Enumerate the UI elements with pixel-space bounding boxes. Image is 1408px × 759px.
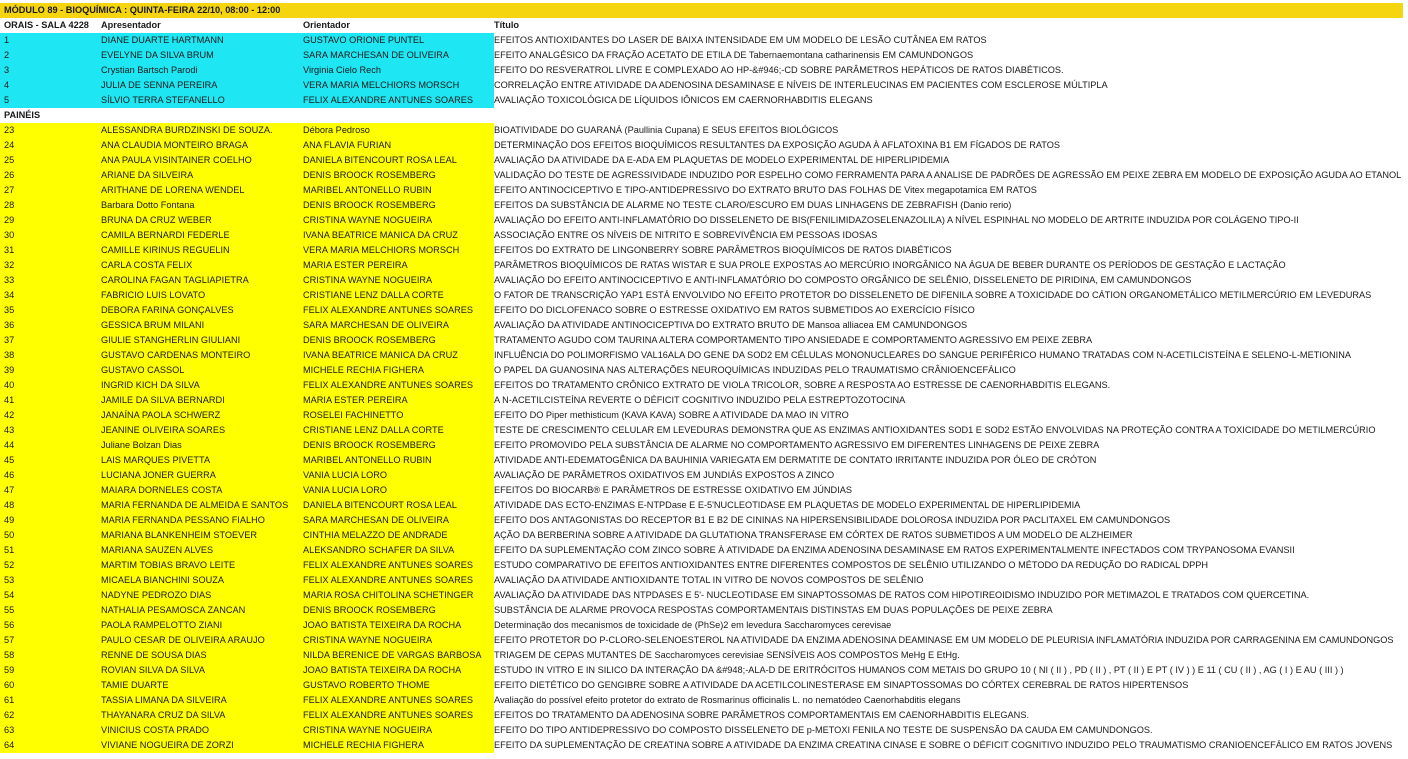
- paper-title: AVALIAÇÃO DA ATIVIDADE DA E-ADA EM PLAQUETAS DE MODELO EXPERIMENTAL DE HIPERLIPIDEMIA: [494, 153, 1406, 168]
- presenter-name: ALESSANDRA BURDZINSKI DE SOUZA.: [101, 125, 273, 135]
- table-row: [0, 138, 1408, 153]
- table-row: [0, 168, 1408, 183]
- advisor-name: MARIA ESTER PEREIRA: [303, 395, 408, 405]
- paper-title: Avaliação do possível efeito protetor do extrato de Rosmarinus officinalis L. no nematódeo Caenorhabditis elegans: [494, 693, 1406, 708]
- table-row: [0, 513, 1408, 528]
- row-number: 38: [4, 350, 15, 360]
- advisor-name: JOAO BATISTA TEIXEIRA DA ROCHA: [303, 665, 462, 675]
- table-row: [0, 333, 1408, 348]
- presenter-name: CAMILLE KIRINUS REGUELIN: [101, 245, 230, 255]
- advisor-name: Virginia Cielo Rech: [303, 65, 381, 75]
- table-row: [0, 243, 1408, 258]
- presenter-name: GUSTAVO CARDENAS MONTEIRO: [101, 350, 251, 360]
- advisor-name: VANIA LUCIA LORO: [303, 470, 388, 480]
- presenter-name: CAMILA BERNARDI FEDERLE: [101, 230, 230, 240]
- table-row: [0, 678, 1408, 693]
- table-row: [0, 273, 1408, 288]
- presenter-name: NADYNE PEDROZO DIAS: [101, 590, 212, 600]
- advisor-name: ANA FLAVIA FURIAN: [303, 140, 392, 150]
- session-label: ORAIS - SALA 4228: [4, 20, 89, 30]
- paper-title: EFEITO DIETÉTICO DO GENGIBRE SOBRE A ATIVIDADE DA ACETILCOLINESTERASE EM SINAPTOSSOMAS DO CÓRTEX CEREBRAL DE RATOS HIPERTENSOS: [494, 678, 1406, 693]
- table-row: [0, 363, 1408, 378]
- presenter-name: VIVIANE NOGUEIRA DE ZORZI: [101, 740, 234, 750]
- row-number: 55: [4, 605, 15, 615]
- presenter-name: ROVIAN SILVA DA SILVA: [101, 665, 205, 675]
- paper-title: AVALIAÇÃO DA ATIVIDADE ANTIOXIDANTE TOTAL IN VITRO DE NOVOS COMPOSTOS DE SELÊNIO: [494, 573, 1406, 588]
- paineis-header-row: [0, 108, 1408, 123]
- advisor-name: DANIELA BITENCOURT ROSA LEAL: [303, 500, 457, 510]
- paper-title: EFEITOS ANTIOXIDANTES DO LASER DE BAIXA INTENSIDADE EM UM MODELO DE LESÃO CUTÂNEA EM RATOS: [494, 33, 1406, 48]
- advisor-name: MARIA ESTER PEREIRA: [303, 260, 408, 270]
- advisor-name: MARIBEL ANTONELLO RUBIN: [303, 455, 432, 465]
- row-number: 40: [4, 380, 15, 390]
- row-number: 44: [4, 440, 15, 450]
- presenter-name: CARLA COSTA FELIX: [101, 260, 193, 270]
- presenter-name: VINICIUS COSTA PRADO: [101, 725, 210, 735]
- table-row: [0, 213, 1408, 228]
- paper-title: AVALIAÇÃO DA ATIVIDADE ANTINOCICEPTIVA DO EXTRATO BRUTO DE Mansoa alliacea EM CAMUNDONGOS: [494, 318, 1406, 333]
- paper-title: O FATOR DE TRANSCRIÇÃO YAP1 ESTÁ ENVOLVIDO NO EFEITO PROTETOR DO DISSELENETO DE DIFENILA SOBRE A TOXICIDADE DO CÁTION ORGANOMETÁLICO METILMERCÚRIO EM LEVEDURAS: [494, 288, 1406, 303]
- row-number: 32: [4, 260, 15, 270]
- advisor-name: DENIS BROOCK ROSEMBERG: [303, 605, 436, 615]
- paper-title: EFEITO DOS ANTAGONISTAS DO RECEPTOR B1 E B2 DE CININAS NA HIPERSENSIBILIDADE DOLOROSA INDUZIDA POR PACLITAXEL EM CAMUNDONGOS: [494, 513, 1406, 528]
- advisor-name: FELIX ALEXANDRE ANTUNES SOARES: [303, 695, 474, 705]
- table-row: [0, 438, 1408, 453]
- paper-title: BIOATIVIDADE DO GUARANÁ (Paullinia Cupana) E SEUS EFEITOS BIOLÓGICOS: [494, 123, 1406, 138]
- presenter-name: BRUNA DA CRUZ WEBER: [101, 215, 212, 225]
- table-row: [0, 393, 1408, 408]
- presenter-name: TASSIA LIMANA DA SILVEIRA: [101, 695, 227, 705]
- paper-title: EFEITO DA SUPLEMENTAÇÃO COM ZINCO SOBRE À ATIVIDADE DA ENZIMA ADENOSINA DESAMINASE EM RATOS EXPERIMENTALMENTE INFECTADOS COM TRYPANOSOMA EVANSII: [494, 543, 1406, 558]
- advisor-name: CINTHIA MELAZZO DE ANDRADE: [303, 530, 448, 540]
- advisor-name: CRISTIANE LENZ DALLA CORTE: [303, 425, 444, 435]
- advisor-name: MICHELE RECHIA FIGHERA: [303, 740, 424, 750]
- table-row: [0, 93, 1408, 108]
- row-number: 41: [4, 395, 15, 405]
- presenter-name: JAMILE DA SILVA BERNARDI: [101, 395, 225, 405]
- paper-title: AVALIAÇÃO DO EFEITO ANTI-INFLAMATÓRIO DO DISSELENETO DE BIS(FENILIMIDAZOSELENAZOLILA) A NÍVEL ESPINHAL NO MODELO DE ARTRITE INDUZIDA POR COLÁGENO TIPO-II: [494, 213, 1406, 228]
- row-number: 30: [4, 230, 15, 240]
- presenter-name: SÍLVIO TERRA STEFANELLO: [101, 95, 225, 105]
- row-number: 54: [4, 590, 15, 600]
- paper-title: TESTE DE CRESCIMENTO CELULAR EM LEVEDURAS DEMONSTRA QUE AS ENZIMAS ANTIOXIDANTES SOD1 E SOD2 ESTÃO ENVOLVIDAS NA PROTEÇÃO CONTRA A TOXICIDADE DO METILMERCÚRIO: [494, 423, 1406, 438]
- presenter-name: ANA PAULA VISINTAINER COELHO: [101, 155, 252, 165]
- row-number: 59: [4, 665, 15, 675]
- advisor-name: VANIA LUCIA LORO: [303, 485, 388, 495]
- paper-title: A N-ACETILCISTEÍNA REVERTE O DÉFICIT COGNITIVO INDUZIDO PELA ESTREPTOZOTOCINA: [494, 393, 1406, 408]
- table-row: [0, 498, 1408, 513]
- presenter-name: ARITHANE DE LORENA WENDEL: [101, 185, 245, 195]
- presenter-name: MICAELA BIANCHINI SOUZA: [101, 575, 225, 585]
- table-row: [0, 663, 1408, 678]
- presenter-name: RENNE DE SOUSA DIAS: [101, 650, 207, 660]
- row-number: 43: [4, 425, 15, 435]
- table-row: [0, 588, 1408, 603]
- table-row: [0, 453, 1408, 468]
- presenter-name: LUCIANA JONER GUERRA: [101, 470, 216, 480]
- presenter-name: MARIANA BLANKENHEIM STOEVER: [101, 530, 258, 540]
- presenter-name: THAYANARA CRUZ DA SILVA: [101, 710, 226, 720]
- advisor-header: Orientador: [303, 20, 350, 30]
- paper-title: ATIVIDADE ANTI-EDEMATOGÊNICA DA BAUHINIA VARIEGATA EM DERMATITE DE CONTATO IRRITANTE INDUZIDA POR ÓLEO DE CRÓTON: [494, 453, 1406, 468]
- paineis-label: PAINÉIS: [4, 110, 41, 120]
- presenter-name: MAIARA DORNELES COSTA: [101, 485, 223, 495]
- module-title-row: [0, 3, 1403, 18]
- paper-title: EFEITO DA SUPLEMENTAÇÃO DE CREATINA SOBRE A ATIVIDADE DA ENZIMA CREATINA CINASE E SOBRE O DÉFICIT COGNITIVO INDUZIDO PELO TRAUMATISMO CRANIOENCEFÁLICO EM RATOS JOVENS: [494, 738, 1406, 753]
- advisor-name: FELIX ALEXANDRE ANTUNES SOARES: [303, 560, 474, 570]
- title-header: Título: [494, 20, 520, 30]
- presenter-name: Juliane Bolzan Dias: [101, 440, 182, 450]
- advisor-name: CRISTIANE LENZ DALLA CORTE: [303, 290, 444, 300]
- advisor-name: DENIS BROOCK ROSEMBERG: [303, 440, 436, 450]
- paper-title: EFEITO DO DICLOFENACO SOBRE O ESTRESSE OXIDATIVO EM RATOS SUBMETIDOS AO EXERCÍCIO FÍSICO: [494, 303, 1406, 318]
- paper-title: Determinação dos mecanismos de toxicidade de (PhSe)2 em levedura Saccharomyces cerevisae: [494, 618, 1406, 633]
- advisor-name: ALEKSANDRO SCHAFER DA SILVA: [303, 545, 455, 555]
- row-number: 63: [4, 725, 15, 735]
- table-row: [0, 318, 1408, 333]
- presenter-name: JULIA DE SENNA PEREIRA: [101, 80, 218, 90]
- row-number: 4: [4, 80, 10, 90]
- paper-title: EFEITO ANALGÉSICO DA FRAÇÃO ACETATO DE ETILA DE Tabernaemontana catharinensis EM CAMUNDONGOS: [494, 48, 1406, 63]
- advisor-name: MARIBEL ANTONELLO RUBIN: [303, 185, 432, 195]
- advisor-name: SARA MARCHESAN DE OLIVEIRA: [303, 320, 450, 330]
- table-row: [0, 618, 1408, 633]
- paper-title: VALIDAÇÃO DO TESTE DE AGRESSIVIDADE INDUZIDO POR ESPELHO COMO FERRAMENTA PARA A ANALISE DE PADRÕES DE AGRESSÃO EM PEIXE ZEBRA EM MODELO DE EXPOSIÇÃO AGUDA AO ETANOL: [494, 168, 1406, 183]
- table-row: [0, 348, 1408, 363]
- table-row: [0, 633, 1408, 648]
- table-row: [0, 738, 1408, 753]
- row-number: 62: [4, 710, 15, 720]
- presenter-header: Apresentador: [101, 20, 161, 30]
- presenter-name: GUSTAVO CASSOL: [101, 365, 185, 375]
- advisor-name: GUSTAVO ORIONE PUNTEL: [303, 35, 425, 45]
- advisor-name: CRISTINA WAYNE NOGUEIRA: [303, 635, 433, 645]
- advisor-name: IVANA BEATRICE MANICA DA CRUZ: [303, 350, 458, 360]
- row-number: 46: [4, 470, 15, 480]
- row-number: 23: [4, 125, 15, 135]
- presenter-name: DEBORA FARINA GONÇALVES: [101, 305, 234, 315]
- row-number: 53: [4, 575, 15, 585]
- row-number: 61: [4, 695, 15, 705]
- advisor-name: DENIS BROOCK ROSEMBERG: [303, 170, 436, 180]
- paper-title: ESTUDO COMPARATIVO DE EFEITOS ANTIOXIDANTES ENTRE DIFERENTES COMPOSTOS DE SELÊNIO UTILIZANDO O MÉTODO DA REDUÇÃO DO RADICAL DPPH: [494, 558, 1406, 573]
- row-number: 37: [4, 335, 15, 345]
- table-row: [0, 228, 1408, 243]
- table-row: [0, 483, 1408, 498]
- table-row: [0, 468, 1408, 483]
- presenter-name: MARIA FERNANDA DE ALMEIDA E SANTOS: [101, 500, 289, 510]
- row-number: 47: [4, 485, 15, 495]
- row-number: 27: [4, 185, 15, 195]
- paper-title: AVALIAÇÃO TOXICOLÓGICA DE LÍQUIDOS IÔNICOS EM CAERNORHABDITIS ELEGANS: [494, 93, 1406, 108]
- presenter-name: MARTIM TOBIAS BRAVO LEITE: [101, 560, 236, 570]
- paper-title: INFLUÊNCIA DO POLIMORFISMO VAL16ALA DO GENE DA SOD2 EM CÉLULAS MONONUCLEARES DO SANGUE PERIFÉRICO HUMANO TRATADAS COM N-ACETILCISTEÍNA E SELENO-L-METIONINA: [494, 348, 1406, 363]
- paper-title: EFEITOS DO TRATAMENTO DA ADENOSINA SOBRE PARÂMETROS COMPORTAMENTAIS EM CAENORHABDITIS ELEGANS.: [494, 708, 1406, 723]
- table-row: [0, 378, 1408, 393]
- paper-title: EFEITO ANTINOCICEPTIVO E TIPO-ANTIDEPRESSIVO DO EXTRATO BRUTO DAS FOLHAS DE Vitex megapotamica EM RATOS: [494, 183, 1406, 198]
- advisor-name: Débora Pedroso: [303, 125, 370, 135]
- advisor-name: JOAO BATISTA TEIXEIRA DA ROCHA: [303, 620, 462, 630]
- paper-title: AVALIAÇÃO DO EFEITO ANTINOCICEPTIVO E ANTI-INFLAMATÓRIO DO COMPOSTO ORGÂNICO DE SELÊNIO, DISSELENETO DE PIRIDINA, EM CAMUNDONGOS: [494, 273, 1406, 288]
- row-number: 1: [4, 35, 10, 45]
- paper-title: AVALIAÇÃO DA ATIVIDADE DAS NTPDASES E 5'- NUCLEOTIDASE EM SINAPTOSSOMAS DE RATOS COM HIPOTIREOIDISMO INDUZIDO POR METIMAZOL E TRATADOS COM QUERCETINA.: [494, 588, 1406, 603]
- presenter-name: Barbara Dotto Fontana: [101, 200, 195, 210]
- advisor-name: FELIX ALEXANDRE ANTUNES SOARES: [303, 575, 474, 585]
- paper-title: EFEITOS DO EXTRATO DE LINGONBERRY SOBRE PARÂMETROS BIOQUÍMICOS DE RATOS DIABÉTICOS: [494, 243, 1406, 258]
- row-number: 33: [4, 275, 15, 285]
- advisor-name: NILDA BERENICE DE VARGAS BARBOSA: [303, 650, 482, 660]
- table-row: [0, 303, 1408, 318]
- table-row: [0, 573, 1408, 588]
- table-row: [0, 423, 1408, 438]
- presenter-name: GESSICA BRUM MILANI: [101, 320, 205, 330]
- paper-title: AÇÃO DA BERBERINA SOBRE A ATIVIDADE DA GLUTATIONA TRANSFERASE EM CÓRTEX DE RATOS SUBMETIDOS A UM MODELO DE ALZHEIMER: [494, 528, 1406, 543]
- paper-title: CORRELAÇÃO ENTRE ATIVIDADE DA ADENOSINA DESAMINASE E NÍVEIS DE INTERLEUCINAS EM PACIENTES COM ESCLEROSE MÚLTIPLA: [494, 78, 1406, 93]
- table-row: [0, 48, 1408, 63]
- advisor-name: CRISTINA WAYNE NOGUEIRA: [303, 215, 433, 225]
- advisor-name: SARA MARCHESAN DE OLIVEIRA: [303, 515, 450, 525]
- table-row: [0, 153, 1408, 168]
- advisor-name: SARA MARCHESAN DE OLIVEIRA: [303, 50, 450, 60]
- table-row: [0, 708, 1408, 723]
- paper-title: O PAPEL DA GUANOSINA NAS ALTERAÇÕES NEUROQUÍMICAS INDUZIDAS PELO TRAUMATISMO CRÂNIOENCEFÁLICO: [494, 363, 1406, 378]
- row-number: 49: [4, 515, 15, 525]
- row-number: 24: [4, 140, 15, 150]
- advisor-name: VERA MARIA MELCHIORS MORSCH: [303, 80, 460, 90]
- table-row: [0, 648, 1408, 663]
- advisor-name: MICHELE RECHIA FIGHERA: [303, 365, 424, 375]
- presenter-name: CAROLINA FAGAN TAGLIAPIETRA: [101, 275, 249, 285]
- paper-title: SUBSTÂNCIA DE ALARME PROVOCA RESPOSTAS COMPORTAMENTAIS DISTINSTAS EM DUAS POPULAÇÕES DE PEIXE ZEBRA: [494, 603, 1406, 618]
- advisor-name: DENIS BROOCK ROSEMBERG: [303, 200, 436, 210]
- row-number: 36: [4, 320, 15, 330]
- presenter-name: DIANE DUARTE HARTMANN: [101, 35, 224, 45]
- presenter-name: PAULO CESAR DE OLIVEIRA ARAUJO: [101, 635, 265, 645]
- advisor-name: CRISTINA WAYNE NOGUEIRA: [303, 725, 433, 735]
- table-row: [0, 258, 1408, 273]
- advisor-name: ROSELEI FACHINETTO: [303, 410, 404, 420]
- table-row: [0, 63, 1408, 78]
- row-number: 57: [4, 635, 15, 645]
- presenter-name: JEANINE OLIVEIRA SOARES: [101, 425, 226, 435]
- paper-title: EFEITO PROTETOR DO P-CLORO-SELENOESTEROL NA ATIVIDADE DA ENZIMA ADENOSINA DEAMINASE EM UM MODELO DE PLEURISIA INFLAMATÓRIA INDUZIDA POR CARRAGENINA EM CAMUNDONGOS: [494, 633, 1406, 648]
- table-row: [0, 603, 1408, 618]
- row-number: 52: [4, 560, 15, 570]
- presenter-name: EVELYNE DA SILVA BRUM: [101, 50, 214, 60]
- row-number: 58: [4, 650, 15, 660]
- row-number: 48: [4, 500, 15, 510]
- paper-title: EFEITO DO TIPO ANTIDEPRESSIVO DO COMPOSTO DISSELENETO DE p-METOXI FENILA NO TESTE DE SUSPENSÃO DA CAUDA EM CAMUNDONGOS.: [494, 723, 1406, 738]
- advisor-name: MARIA ROSA CHITOLINA SCHETINGER: [303, 590, 474, 600]
- module-title: MÓDULO 89 - BIOQUÍMICA : QUINTA-FEIRA 22/10, 08:00 - 12:00: [4, 5, 281, 15]
- presenter-name: JANAÍNA PAOLA SCHWERZ: [101, 410, 221, 420]
- table-row: [0, 543, 1408, 558]
- table-row: [0, 183, 1408, 198]
- paper-title: TRIAGEM DE CEPAS MUTANTES DE Saccharomyces cerevisiae SENSÍVEIS AOS COMPOSTOS MeHg E EtHg.: [494, 648, 1406, 663]
- paper-title: EFEITOS DO TRATAMENTO CRÔNICO EXTRATO DE VIOLA TRICOLOR, SOBRE A RESPOSTA AO ESTRESSE DE CAENORHABDITIS ELEGANS.: [494, 378, 1406, 393]
- table-row: [0, 408, 1408, 423]
- advisor-name: DENIS BROOCK ROSEMBERG: [303, 335, 436, 345]
- row-number: 25: [4, 155, 15, 165]
- row-number: 42: [4, 410, 15, 420]
- presenter-name: MARIANA SAUZEN ALVES: [101, 545, 214, 555]
- paper-title: ATIVIDADE DAS ECTO-ENZIMAS E-NTPDase E E-5'NUCLEOTIDASE EM PLAQUETAS DE MODELO EXPERIMENTAL DE HIPERLIPIDEMIA: [494, 498, 1406, 513]
- row-number: 34: [4, 290, 15, 300]
- presenter-name: FABRICIO LUIS LOVATO: [101, 290, 206, 300]
- advisor-name: VERA MARIA MELCHIORS MORSCH: [303, 245, 460, 255]
- paper-title: ASSOCIAÇÃO ENTRE OS NÍVEIS DE NITRITO E SOBREVIVÊNCIA EM PESSOAS IDOSAS: [494, 228, 1406, 243]
- table-row: [0, 528, 1408, 543]
- table-row: [0, 198, 1408, 213]
- row-number: 60: [4, 680, 15, 690]
- row-number: 29: [4, 215, 15, 225]
- table-row: [0, 33, 1408, 48]
- paper-title: AVALIAÇÃO DE PARÂMETROS OXIDATIVOS EM JUNDIÁS EXPOSTOS A ZINCO: [494, 468, 1406, 483]
- row-number: 28: [4, 200, 15, 210]
- row-number: 39: [4, 365, 15, 375]
- paper-title: EFEITOS DO BIOCARB® E PARÂMETROS DE ESTRESSE OXIDATIVO EM JÚNDIAS: [494, 483, 1406, 498]
- presenter-name: TAMIE DUARTE: [101, 680, 169, 690]
- table-row: [0, 78, 1408, 93]
- table-row: [0, 288, 1408, 303]
- paper-title: EFEITO PROMOVIDO PELA SUBSTÂNCIA DE ALARME NO COMPORTAMENTO AGRESSIVO EM DIFERENTES LINHAGENS DE PEIXE ZEBRA: [494, 438, 1406, 453]
- paper-title: EFEITOS DA SUBSTÂNCIA DE ALARME NO TESTE CLARO/ESCURO EM DUAS LINHAGENS DE ZEBRAFISH (Danio rerio): [494, 198, 1406, 213]
- advisor-name: DANIELA BITENCOURT ROSA LEAL: [303, 155, 457, 165]
- presenter-name: NATHALIA PESAMOSCA ZANCAN: [101, 605, 246, 615]
- column-header-row: [0, 18, 1408, 33]
- table-row: [0, 123, 1408, 138]
- presenter-name: LAIS MARQUES PIVETTA: [101, 455, 211, 465]
- advisor-name: FELIX ALEXANDRE ANTUNES SOARES: [303, 380, 474, 390]
- presenter-name: MARIA FERNANDA PESSANO FIALHO: [101, 515, 265, 525]
- presenter-name: GIULIE STANGHERLIN GIULIANI: [101, 335, 241, 345]
- row-number: 35: [4, 305, 15, 315]
- row-number: 3: [4, 65, 10, 75]
- advisor-name: FELIX ALEXANDRE ANTUNES SOARES: [303, 710, 474, 720]
- paper-title: ESTUDO IN VITRO E IN SILICO DA INTERAÇÃO DA &#948;-ALA-D DE ERITRÓCITOS HUMANOS COM METAIS DO GRUPO 10 ( NI ( II ) , PD ( II ) , PT ( II ) E PT ( IV ) ) E 11 ( CU ( II ) , AG ( I ) E AU ( III ) ): [494, 663, 1406, 678]
- paper-title: EFEITO DO RESVERATROL LIVRE E COMPLEXADO AO HP-&#946;-CD SOBRE PARÂMETROS HEPÁTICOS DE RATOS DIABÉTICOS.: [494, 63, 1406, 78]
- paper-title: PARÂMETROS BIOQUÍMICOS DE RATAS WISTAR E SUA PROLE EXPOSTAS AO MERCÚRIO INORGÂNICO NA ÁGUA DE BEBER DURANTE OS PERÍODOS DE GESTAÇÃO E LACTAÇÃO: [494, 258, 1406, 273]
- paper-title: TRATAMENTO AGUDO COM TAURINA ALTERA COMPORTAMENTO TIPO ANSIEDADE E COMPORTAMENTO AGRESSIVO EM PEIXE ZEBRA: [494, 333, 1406, 348]
- row-number: 64: [4, 740, 15, 750]
- table-row: [0, 693, 1408, 708]
- advisor-name: IVANA BEATRICE MANICA DA CRUZ: [303, 230, 458, 240]
- row-number: 56: [4, 620, 15, 630]
- row-number: 51: [4, 545, 15, 555]
- row-number: 2: [4, 50, 10, 60]
- advisor-name: FELIX ALEXANDRE ANTUNES SOARES: [303, 305, 474, 315]
- presenter-name: PAOLA RAMPELOTTO ZIANI: [101, 620, 223, 630]
- row-number: 26: [4, 170, 15, 180]
- presenter-name: ARIANE DA SILVEIRA: [101, 170, 194, 180]
- advisor-name: FELIX ALEXANDRE ANTUNES SOARES: [303, 95, 474, 105]
- advisor-name: CRISTINA WAYNE NOGUEIRA: [303, 275, 433, 285]
- row-number: 31: [4, 245, 15, 255]
- row-number: 5: [4, 95, 10, 105]
- presenter-name: ANA CLAUDIA MONTEIRO BRAGA: [101, 140, 249, 150]
- table-row: [0, 723, 1408, 738]
- table-row: [0, 558, 1408, 573]
- row-number: 50: [4, 530, 15, 540]
- paper-title: EFEITO DO Piper methisticum (KAVA KAVA) SOBRE A ATIVIDADE DA MAO IN VITRO: [494, 408, 1406, 423]
- presenter-name: INGRID KICH DA SILVA: [101, 380, 200, 390]
- row-number: 45: [4, 455, 15, 465]
- presenter-name: Crystian Bartsch Parodi: [101, 65, 198, 75]
- paper-title: DETERMINAÇÃO DOS EFEITOS BIOQUÍMICOS RESULTANTES DA EXPOSIÇÃO AGUDA À AFLATOXINA B1 EM FÍGADOS DE RATOS: [494, 138, 1406, 153]
- advisor-name: GUSTAVO ROBERTO THOME: [303, 680, 430, 690]
